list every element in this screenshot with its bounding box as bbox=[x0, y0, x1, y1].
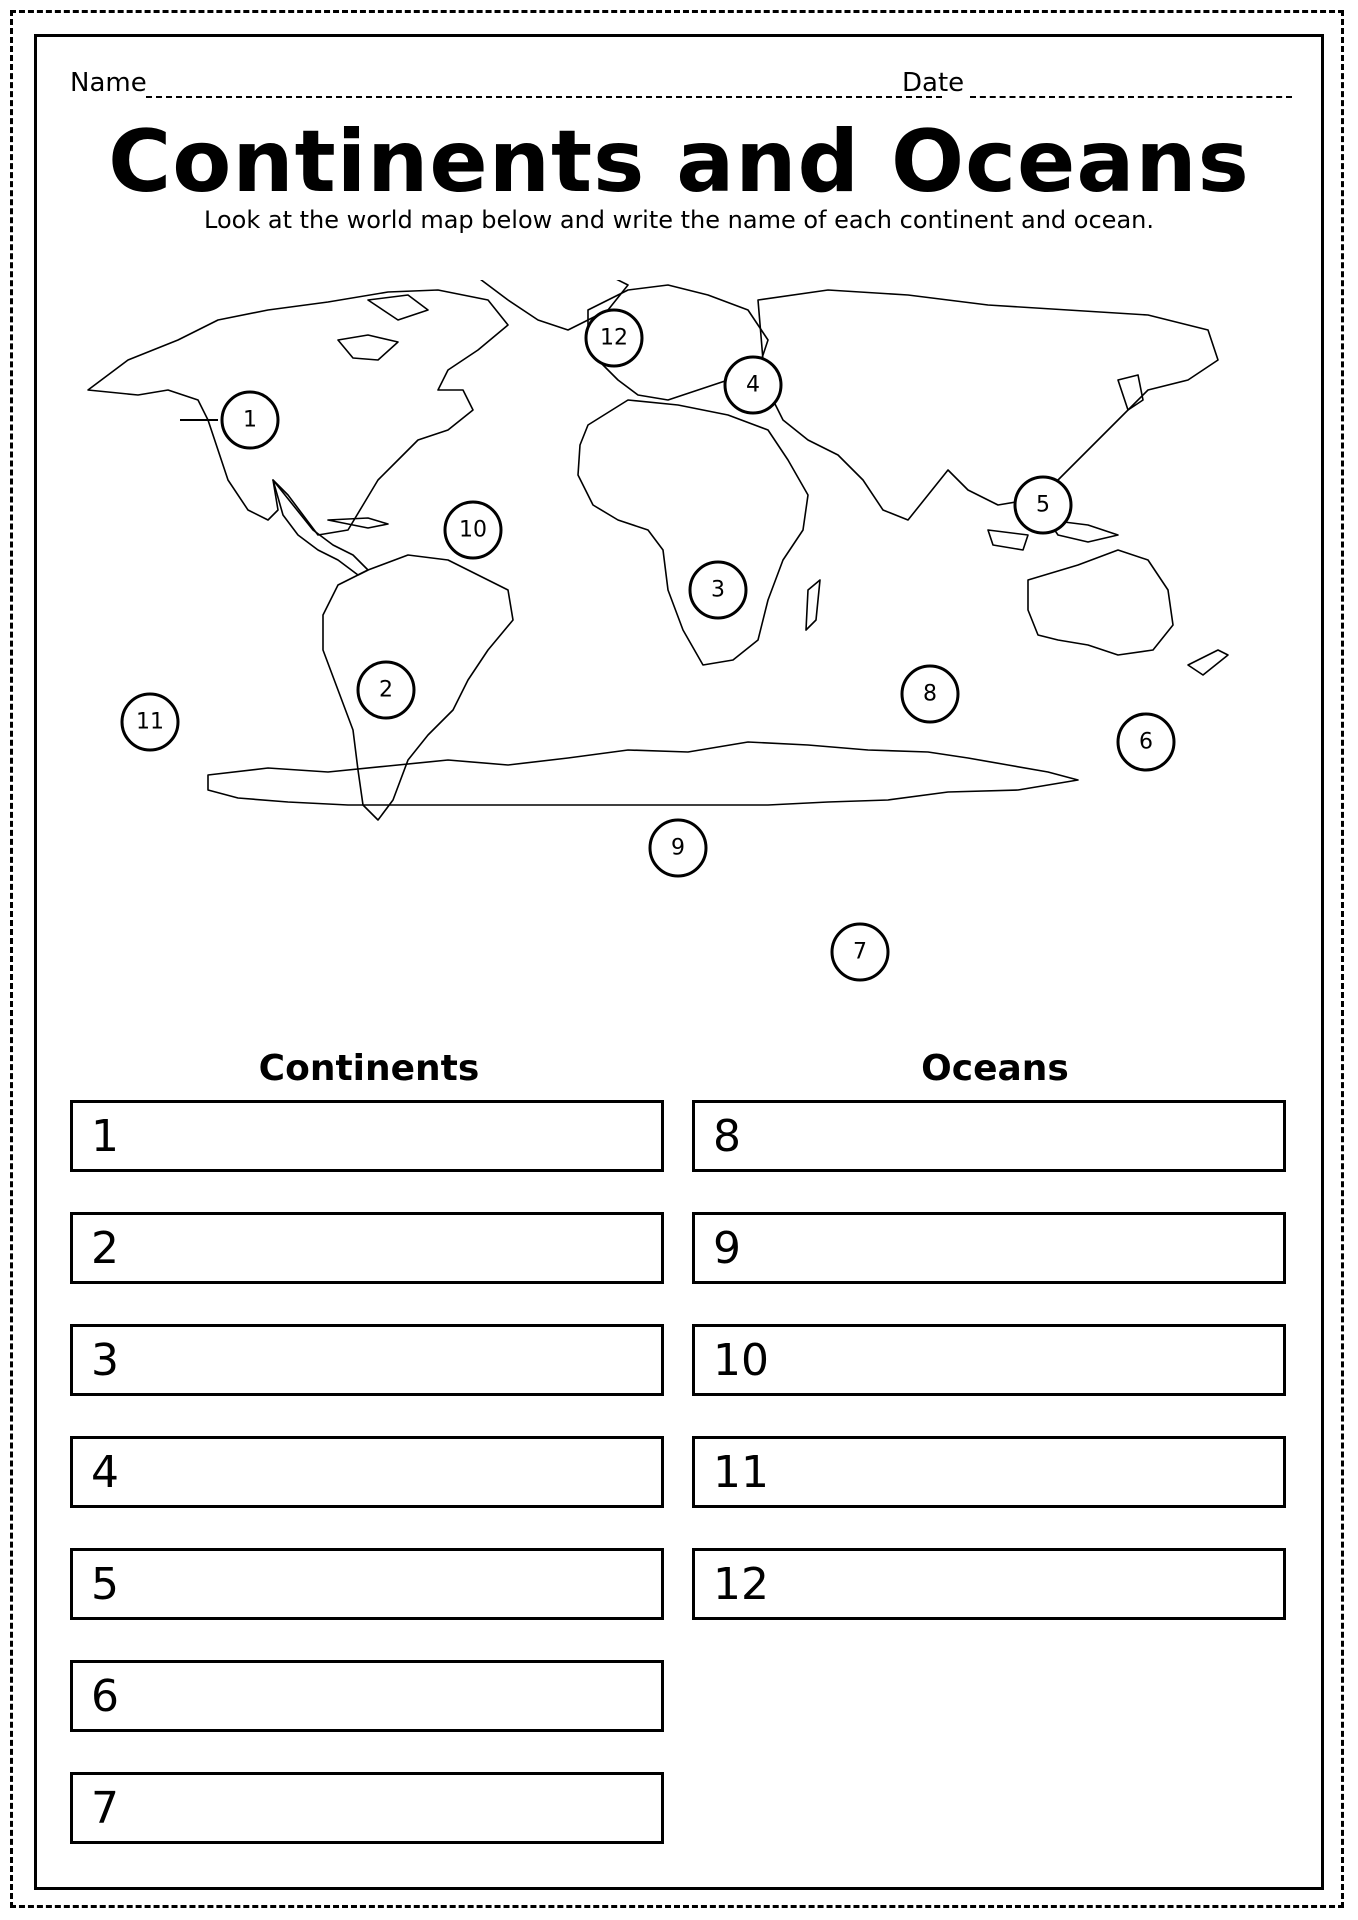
answer-number: 12 bbox=[713, 1559, 769, 1610]
map-marker-label: 6 bbox=[1139, 729, 1153, 755]
answer-number: 3 bbox=[91, 1335, 119, 1386]
map-marker-2 bbox=[358, 662, 414, 718]
answer-number: 4 bbox=[91, 1447, 119, 1498]
name-date-row bbox=[70, 68, 1292, 104]
asia-outline bbox=[758, 290, 1218, 520]
answer-number: 1 bbox=[91, 1111, 119, 1162]
antarctica-outline bbox=[208, 742, 1078, 805]
map-marker-label: 9 bbox=[671, 835, 685, 861]
continent-answer-box[interactable] bbox=[70, 1212, 664, 1284]
map-marker-label: 10 bbox=[459, 517, 487, 543]
answer-number: 10 bbox=[713, 1335, 769, 1386]
continent-answer-box[interactable] bbox=[70, 1660, 664, 1732]
map-marker-3 bbox=[690, 562, 746, 618]
oceans-heading: Oceans bbox=[921, 1048, 1069, 1089]
map-marker-6 bbox=[1118, 714, 1174, 770]
ocean-answer-box[interactable] bbox=[692, 1324, 1286, 1396]
map-marker-label: 4 bbox=[746, 372, 760, 398]
ocean-answer-box[interactable] bbox=[692, 1100, 1286, 1172]
continent-answer-box[interactable] bbox=[70, 1100, 664, 1172]
australia-outline bbox=[1028, 550, 1173, 655]
map-marker-label: 7 bbox=[853, 939, 867, 965]
map-marker-label: 1 bbox=[243, 407, 257, 433]
answer-number: 8 bbox=[713, 1111, 741, 1162]
africa-outline bbox=[578, 400, 808, 665]
map-marker-11 bbox=[122, 694, 178, 750]
continent-answer-box[interactable] bbox=[70, 1548, 664, 1620]
map-marker-5 bbox=[1015, 477, 1071, 533]
date-label: Date bbox=[902, 68, 965, 98]
south-america-outline bbox=[323, 555, 513, 820]
answer-number: 9 bbox=[713, 1223, 741, 1274]
ocean-answer-box[interactable] bbox=[692, 1436, 1286, 1508]
north-america-outline bbox=[88, 290, 508, 535]
map-marker-8 bbox=[902, 666, 958, 722]
map-marker-label: 11 bbox=[136, 709, 164, 735]
world-map bbox=[68, 280, 1298, 1000]
instructions-text: Look at the world map below and write the name of each continent and ocean. bbox=[204, 206, 1154, 234]
continent-answer-box[interactable] bbox=[70, 1436, 664, 1508]
map-marker-label: 12 bbox=[600, 325, 628, 351]
map-marker-label: 3 bbox=[711, 577, 725, 603]
continent-answer-box[interactable] bbox=[70, 1324, 664, 1396]
answer-number: 11 bbox=[713, 1447, 769, 1498]
answer-number: 2 bbox=[91, 1223, 119, 1274]
map-marker-label: 5 bbox=[1036, 492, 1050, 518]
map-marker-label: 8 bbox=[923, 681, 937, 707]
answer-number: 7 bbox=[91, 1783, 119, 1834]
continents-heading: Continents bbox=[258, 1048, 480, 1089]
name-label: Name bbox=[70, 68, 147, 98]
page-title: Continents and Oceans bbox=[108, 112, 1250, 212]
map-marker-12 bbox=[586, 310, 642, 366]
map-marker-label: 2 bbox=[379, 677, 393, 703]
answer-number: 6 bbox=[91, 1671, 119, 1722]
map-marker-4 bbox=[725, 357, 781, 413]
map-marker-10 bbox=[445, 502, 501, 558]
name-field[interactable] bbox=[146, 96, 942, 98]
map-marker-7 bbox=[832, 924, 888, 980]
ocean-answer-box[interactable] bbox=[692, 1548, 1286, 1620]
continent-answer-box[interactable] bbox=[70, 1772, 664, 1844]
map-marker-1 bbox=[180, 392, 278, 448]
date-field[interactable] bbox=[970, 96, 1292, 98]
ocean-answer-box[interactable] bbox=[692, 1212, 1286, 1284]
answer-number: 5 bbox=[91, 1559, 119, 1610]
map-marker-9 bbox=[650, 820, 706, 876]
